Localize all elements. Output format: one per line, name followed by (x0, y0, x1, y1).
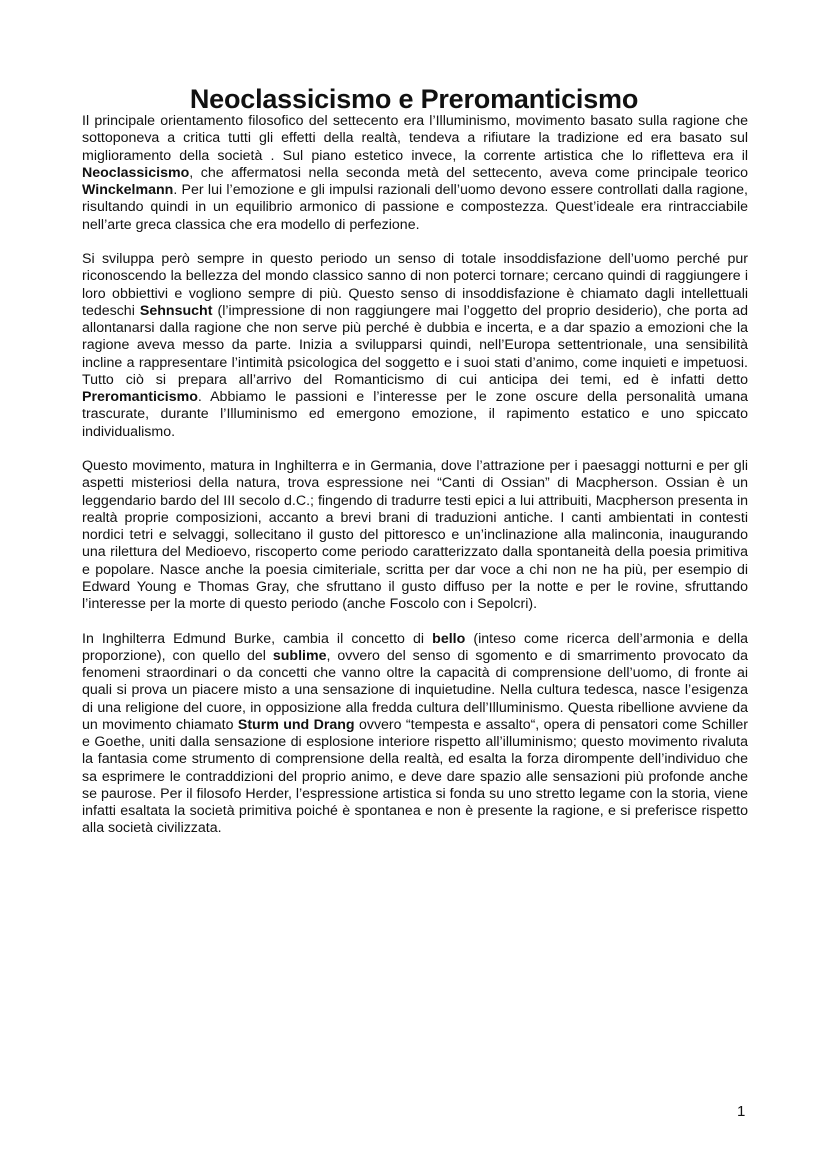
paragraph (82, 458, 748, 613)
bold-term: Winckelmann (82, 182, 174, 198)
text-run: , che affermatosi nella seconda metà del settecento, aveva come principale teorico (189, 164, 748, 181)
text-run: , ovvero del senso di sgomento e di smarrimento provocato da fenomeni straordinari o da concetti che vanno oltre la capacità di comprensione dell’uomo, di fronte ai quali si prova un piacere misto a una sensazione di inquietudine. Nella cultura tedesca, nasce l’esigenza di una religione del cuore, in opposizione alla fredda cultura dell’Illuminismo. Questa ribellione avviene da un movimento chiamato (82, 647, 749, 733)
bold-term: Neoclassicismo (82, 164, 190, 181)
bold-term: bello (432, 630, 466, 647)
paragraph (82, 251, 748, 441)
text-run: . Per lui l’emozione e gli impulsi razionali dell’uomo devono essere controllati dalla ragione, risultando quindi in un equilibrio armonico di passione e compostezza. Quest’ideale era rintracciabile nell’arte greca classica che era modello di perfezione. (82, 182, 748, 233)
page-number: 1 (737, 1103, 746, 1120)
bold-term: Sturm und Drang (237, 716, 355, 733)
text-run: . Abbiamo le passioni e l’interesse per le zone oscure della personalità umana trascurate, durante l’Illuminismo ed emergono emozione, il rapimento estatico e uno spiccato individualismo. (82, 389, 748, 440)
text-run: ovvero “tempesta e assalto“, opera di pensatori come Schiller e Goethe, uniti dalla sensazione di esplosione interiore rispetto all’illuminismo; questo movimento rivaluta la fantasia come strumento di comprensione della realtà, ed esalta la forza dirompente dell’individuo che sa esprimere le contraddizioni del proprio animo, e deve dare spazio alle sensazioni più profonde anche se paurose. Per il filosofo Herder, l’espressione artistica si fonda su uno stretto legame con la storia, viene infatti esaltata la società primitiva poiché è spontanea e non è presente la ragione, e si preferisce rispetto alla società civilizzata. (82, 716, 749, 837)
text-run: Questo movimento, matura in Inghilterra e in Germania, dove l’attrazione per i paesaggi notturni e per gli aspetti misteriosi della natura, trova espressione nei “Canti di Ossian” di Macpherson. Ossian è un leggendario bardo del III secolo d.C.; fingendo di tradurre testi epici a lui attribuiti, Macpherson presenta in realtà proprie composizioni, accanto a brevi brani di traduzioni antiche. I canti ambientati in contesti nordici tetri e selvaggi, sollecitano il gusto del pittoresco e un’inclinazione alla malinconia, inaugurando una rilettura del Medioevo, riscoperto come periodo caratterizzato dalla spontaneità della poesia primitiva e popolare. Nasce anche la poesia cimiteriale, scritta per dar voce a chi non ne ha più, per esempio di Edward Young e Thomas Gray, che sfruttano il gusto diffuso per la notte e per le rovine, sfruttando l’interesse per la morte di questo periodo (anche Foscolo con i Sepolcri). (82, 458, 748, 612)
text-run: In Inghilterra Edmund Burke, cambia il concetto di (82, 630, 433, 647)
text-run: (inteso come ricerca dell’armonia e della proporzione), con quello del (82, 630, 748, 664)
document-title: Neoclassicismo e Preromanticismo (189, 84, 639, 114)
text-run: Si sviluppa però sempre in questo periodo un senso di totale insoddisfazione dell’uomo perché pur riconoscendo la bellezza del mondo classico sanno di non poterci tornare; cercano quindi di raggiungere i loro obbiettivi e vogliono sempre di più. Questo senso di insoddisfazione è chiamato dagli intellettuali tedeschi (82, 251, 748, 319)
bold-term: sublime (272, 647, 327, 664)
paragraph (82, 113, 748, 234)
paragraph (82, 631, 748, 838)
bold-term: Sehnsucht (139, 302, 213, 319)
text-run: (l’impressione di non raggiungere mai l’oggetto del proprio desiderio), che porta ad allontanarsi dalla ragione che non serve più perché è dubbia e incerta, e a dar spazio a emozioni che la ragione aveva messo da parte. Inizia a svilupparsi quindi, nell’Europa settentrionale, una sensibilità incline a rappresentare l’intimità psicologica del soggetto e i suoi stati d’animo, come inquieti e impetuosi. Tutto ciò si prepara all’arrivo del Romanticismo di cui anticipa dei temi, ed è infatti detto (82, 302, 748, 388)
text-run: Il principale orientamento filosofico del settecento era l’Illuminismo, movimento basato sulla ragione che sottoponeva a critica tutti gli effetti della realtà, tendeva a rifiutare la tradizione ed era basato sul miglioramento della società . Sul piano estetico invece, la corrente artistica che lo rifletteva era il (82, 113, 748, 164)
document-body (82, 113, 748, 855)
bold-term: Preromanticismo (82, 389, 198, 405)
